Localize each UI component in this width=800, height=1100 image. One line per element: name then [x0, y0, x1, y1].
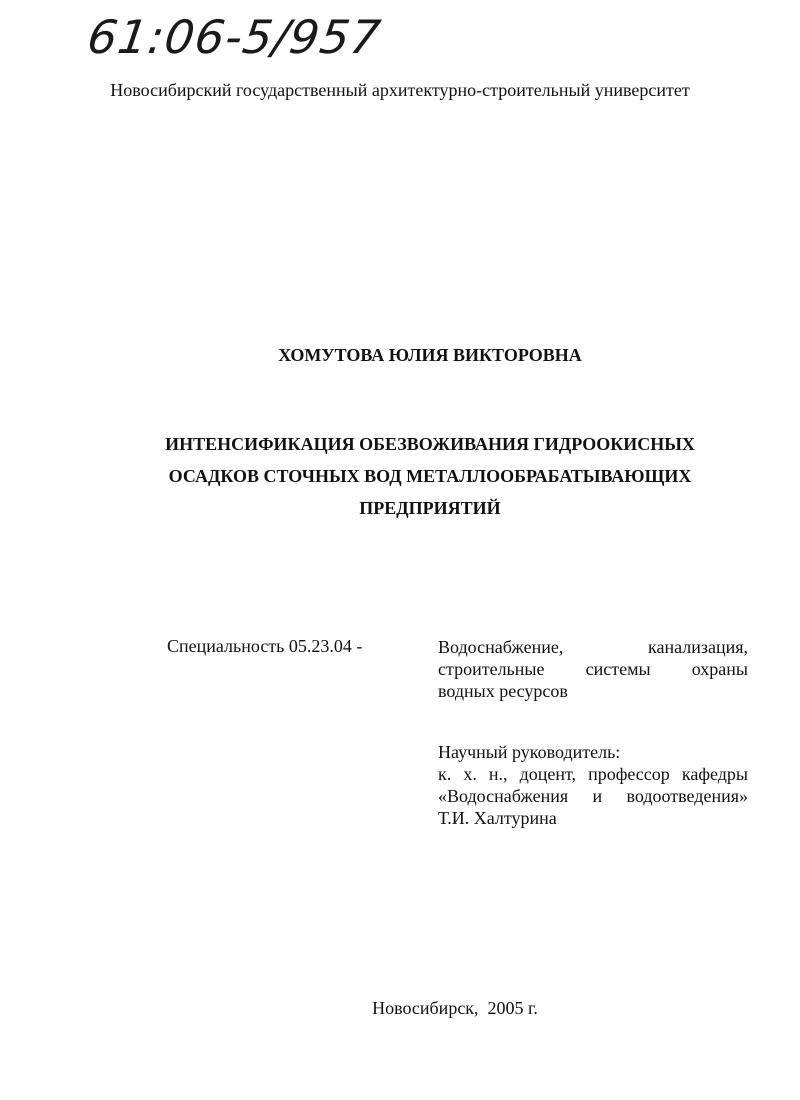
- author-name: ХОМУТОВА ЮЛИЯ ВИКТОРОВНА: [278, 345, 582, 365]
- city-year: Новосибирск, 2005 г.: [372, 998, 538, 1018]
- title-line-2: ОСАДКОВ СТОЧНЫХ ВОД МЕТАЛЛООБРАБАТЫВАЮЩИХ: [168, 466, 692, 486]
- specialty-description: [438, 636, 748, 702]
- library-stamp-code: 61:06-5/957: [84, 10, 385, 64]
- university-name: Новосибирский государственный архитектурно-строительный университет: [110, 80, 690, 100]
- supervisor-title-line-1: к. х. н., доцент, профессор кафедры: [438, 764, 748, 784]
- supervisor-heading: Научный руководитель:: [438, 742, 621, 762]
- specialty-label: Специальность 05.23.04 -: [167, 636, 363, 656]
- supervisor-title-line-2: «Водоснабжения и водоотведения»: [438, 786, 748, 806]
- supervisor-name: Т.И. Халтурина: [438, 808, 557, 828]
- thesis-title: [100, 428, 760, 524]
- specialty-line-3: водных ресурсов: [438, 681, 568, 701]
- specialty-line-2: строительные системы охраны: [438, 659, 748, 679]
- title-line-3: ПРЕДПРИЯТИЙ: [359, 498, 501, 518]
- supervisor-block: [438, 741, 748, 829]
- specialty-line-1: Водоснабжение, канализация,: [438, 637, 748, 657]
- title-line-1: ИНТЕНСИФИКАЦИЯ ОБЕЗВОЖИВАНИЯ ГИДРООКИСНЫХ: [165, 434, 695, 454]
